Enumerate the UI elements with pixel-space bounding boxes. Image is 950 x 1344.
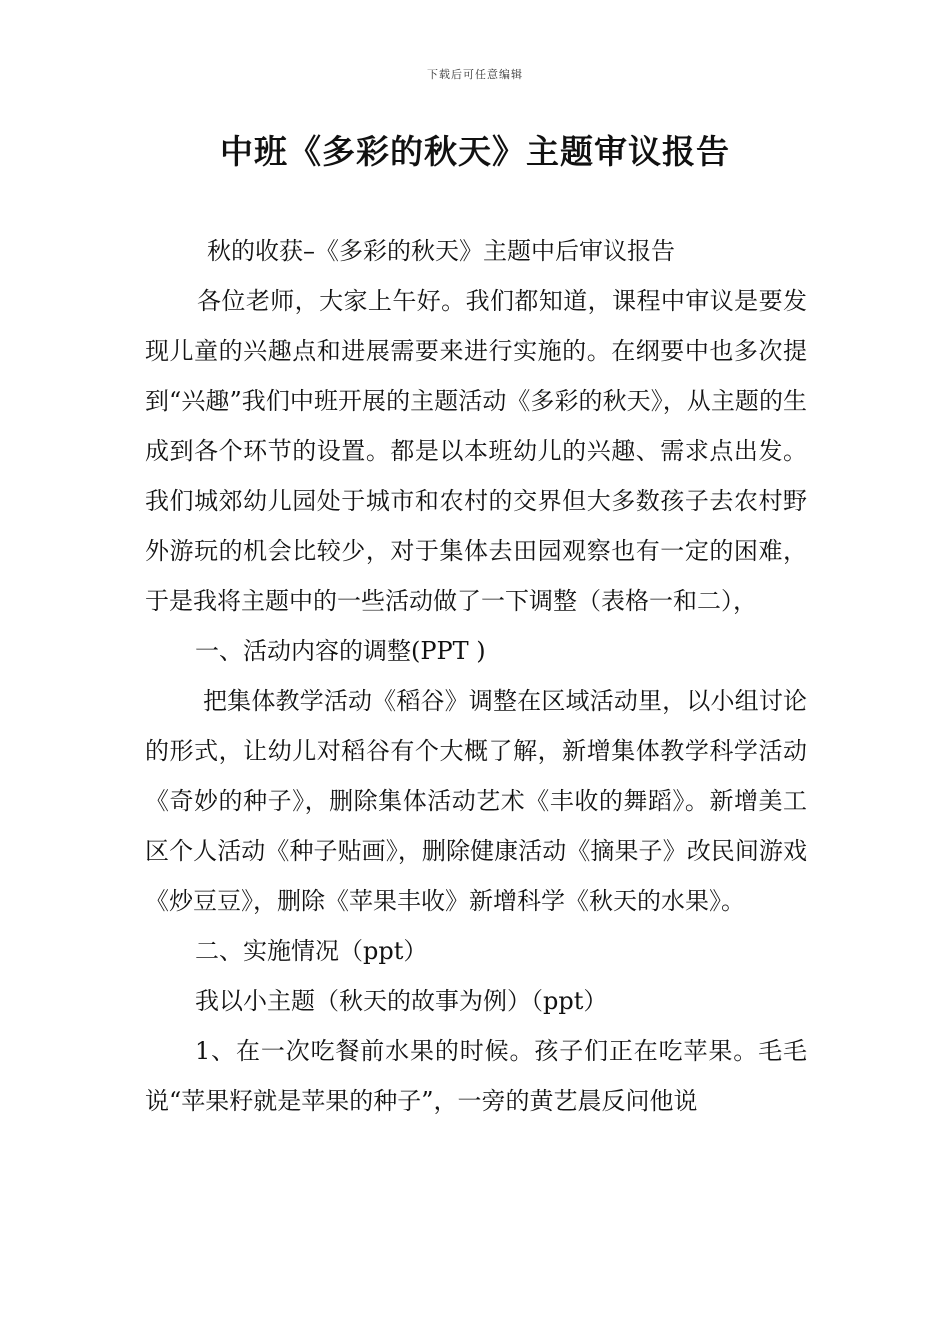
header-note: 下载后可任意编辑 (427, 68, 523, 81)
paragraph-story-1: 1、在一次吃餐前水果的时候。孩子们正在吃苹果。毛毛说“苹果籽就是苹果的种子”，一旁的黄艺晨反问他说 (145, 1037, 807, 1115)
document-title: 中班《多彩的秋天》主题审议报告 (220, 132, 730, 171)
paragraph-intro: 各位老师，大家上午好。我们都知道，课程中审议是要发现儿童的兴趣点和进展需要来进行实施的。在纲要中也多次提到“兴趣”我们中班开展的主题活动《多彩的秋天》，从主题的生成到各个环节的设置。都是以本班幼儿的兴趣、需求点出发。我们城郊幼儿园处于城市和农村的交界但大多数孩子去农村野外游玩的机会比较少，对于集体去田园观察也有一定的困难，于是我将主题中的一些活动做了一下调整（表格一和二）， (145, 287, 807, 615)
section-heading-implementation: 二、实施情况（ppt） (195, 937, 428, 965)
paragraph-adjustment: 把集体教学活动《稻谷》调整在区域活动里，以小组讨论的形式，让幼儿对稻谷有个大概了解，新增集体教学科学活动《奇妙的种子》，删除集体活动艺术《丰收的舞蹈》。新增美工区个人活动《种子贴画》，删除健康活动《摘果子》改民间游戏《炒豆豆》，删除《苹果丰收》新增科学《秋天的水果》。 (145, 687, 807, 915)
document-body (145, 226, 807, 1126)
document-subtitle: 秋的收获–《多彩的秋天》主题中后审议报告 (207, 237, 675, 265)
section-heading-adjustment: 一、活动内容的调整(PPT ) (195, 637, 486, 665)
paragraph-example-intro: 我以小主题（秋天的故事为例）（ppt） (195, 987, 608, 1015)
